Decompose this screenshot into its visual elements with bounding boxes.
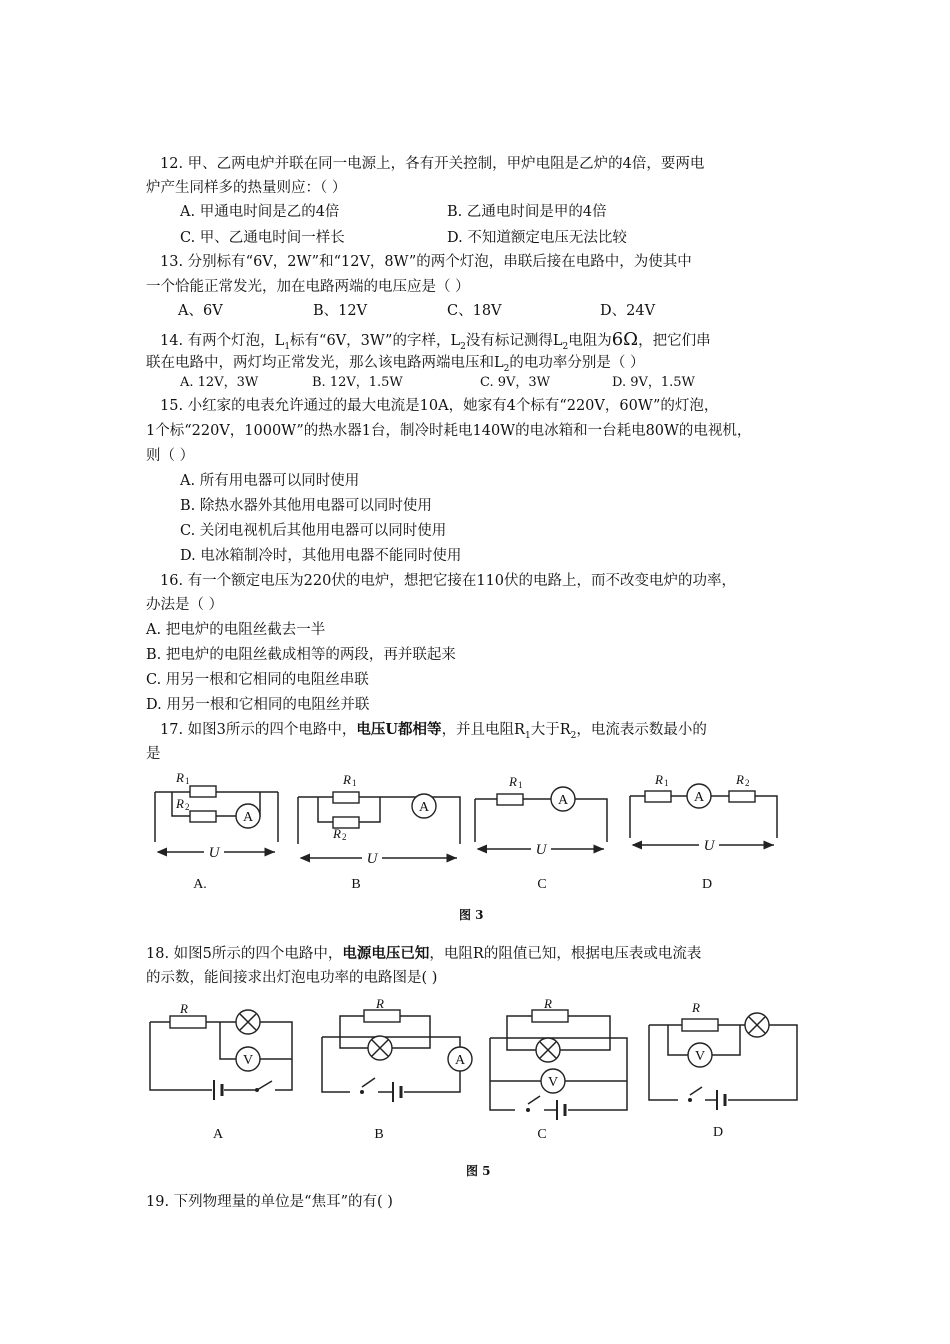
svg-text:V: V [694,1049,706,1064]
svg-text:U: U [208,845,220,861]
svg-text:U: U [703,838,715,854]
figure-5-caption: 图 5 [466,1164,491,1178]
q15-option-a: A. 所有用电器可以同时使用 [180,473,360,489]
fig3-label-d: D [701,877,713,892]
q14-option-b: B. 12V，1.5W [312,375,403,390]
svg-text:A: A [418,800,430,815]
svg-text:1: 1 [518,780,523,790]
q18-line2: 的示数，能间接求出灯泡电功率的电路图是( ) [146,970,438,986]
svg-text:V: V [547,1075,559,1090]
svg-text:2: 2 [185,802,190,812]
svg-text:R: R [376,996,384,1011]
q15-option-b: B. 除热水器外其他用电器可以同时使用 [180,498,432,514]
svg-text:1: 1 [352,778,357,788]
q13-option-b: B、12V [313,303,368,319]
q14-option-a: A. 12V，3W [180,375,259,390]
svg-text:R: R [655,772,663,787]
q15-option-c: C. 关闭电视机后其他用电器可以同时使用 [180,523,447,539]
q17-line1: 17. 如图3所示的四个电路中，电压U都相等，并且电阻$R_1$大于$R_2$，电流表示数最小的 [160,721,707,741]
fig3-label-a: A. [193,877,207,892]
q16-line2: 办法是（ ） [146,597,224,613]
q15-option-d: D. 电冰箱制冷时，其他用电器不能同时使用 [180,548,462,564]
svg-text:A: A [693,790,705,805]
q14-option-c: C. 9V，3W [480,375,551,390]
q13-line1: 13. 分别标有“6V，2W”和“12V，8W”的两个灯泡，串联后接在电路中，为使其中 [160,254,692,270]
ohm-value: 6Ω [611,329,639,350]
q15-line3: 则（ ） [146,448,195,464]
q13-option-d: D、24V [600,303,656,319]
q16-option-c: C. 用另一根和它相同的电阻丝串联 [146,672,369,688]
svg-text:R: R [736,772,744,787]
svg-text:2: 2 [745,778,750,788]
svg-text:A: A [557,793,569,808]
q12-line1: 12. 甲、乙两电炉并联在同一电源上，各有开关控制，甲炉电阻是乙炉的4倍，要两电 [160,156,705,172]
q15-line2: 1个标“220V，1000W”的热水器1台，制冷时耗电140W的电冰箱和一台耗电80W的电视机， [146,423,752,439]
q12-line2: 炉产生同样多的热量则应：（ ） [146,180,347,196]
fig5-circuit-b [322,996,472,1142]
fig5-label-a: A [212,1127,224,1142]
q12-option-d: D. 不知道额定电压无法比较 [447,230,627,246]
q16-option-b: B. 把电炉的电阻丝截成相等的两段，再并联起来 [146,647,456,663]
svg-text:R: R [176,770,184,785]
fig5-circuit-d [649,1000,797,1140]
q13-line2: 一个恰能正常发光，加在电路两端的电压应是（ ） [146,279,470,295]
fig3-label-c: C [537,877,547,892]
svg-text:R: R [544,996,552,1011]
q18-line1: 18. 如图5所示的四个电路中，电源电压已知，电阻R的阻值已知，根据电压表或电流表 [146,945,702,962]
ammeter-label: A [242,810,254,825]
svg-text:R: R [180,1001,188,1016]
svg-text:1: 1 [664,778,669,788]
fig5-circuit-a [150,1001,292,1142]
svg-text:R: R [509,774,517,789]
svg-text:R: R [333,826,341,841]
q12-option-b: B. 乙通电时间是甲的4倍 [447,204,607,220]
fig5-label-c: C [537,1127,547,1142]
svg-text:R: R [343,772,351,787]
q12-option-c: C. 甲、乙通电时间一样长 [180,230,345,246]
q15-line1: 15. 小红家的电表允许通过的最大电流是10A，她家有4个标有“220V，60W”的灯泡， [160,398,719,414]
svg-text:2: 2 [342,832,347,842]
figure-3-caption: 图 3 [459,908,484,922]
svg-text:A: A [454,1053,466,1068]
q13-option-a: A、6V [178,303,223,319]
fig5-label-d: D [712,1125,724,1140]
q19-line1: 19. 下列物理量的单位是“焦耳”的有( ) [146,1194,393,1210]
q17-line2: 是 [146,746,161,762]
fig3-label-b: B [351,877,361,892]
svg-text:U: U [535,842,547,858]
q12-option-a: A. 甲通电时间是乙的4倍 [180,204,340,220]
q14-option-d: D. 9V，1.5W [612,375,695,390]
svg-text:V: V [242,1053,254,1068]
svg-text:1: 1 [185,776,190,786]
svg-text:R: R [176,796,184,811]
q16-option-a: A. 把电炉的电阻丝截去一半 [146,622,326,638]
q16-option-d: D. 用另一根和它相同的电阻丝并联 [146,697,370,713]
q14-line1: 14. 有两个灯泡，$L_1$标有“6V，3W”的字样，$L_2$没有标记测得$L_2$电阻为6Ω，把它们串 [160,329,711,352]
fig5-circuit-c [490,996,627,1142]
q13-option-c: C、18V [447,303,502,319]
svg-text:U: U [366,851,378,867]
q14-line2: 联在电路中，两灯均正常发光，那么该电路两端电压和$L_2$的电功率分别是（ ） [146,355,645,374]
svg-text:R: R [692,1000,700,1015]
fig5-label-b: B [374,1127,384,1142]
q16-line1: 16. 有一个额定电压为220伏的电炉，想把它接在110伏的电路上，而不改变电炉的功率， [160,573,737,589]
